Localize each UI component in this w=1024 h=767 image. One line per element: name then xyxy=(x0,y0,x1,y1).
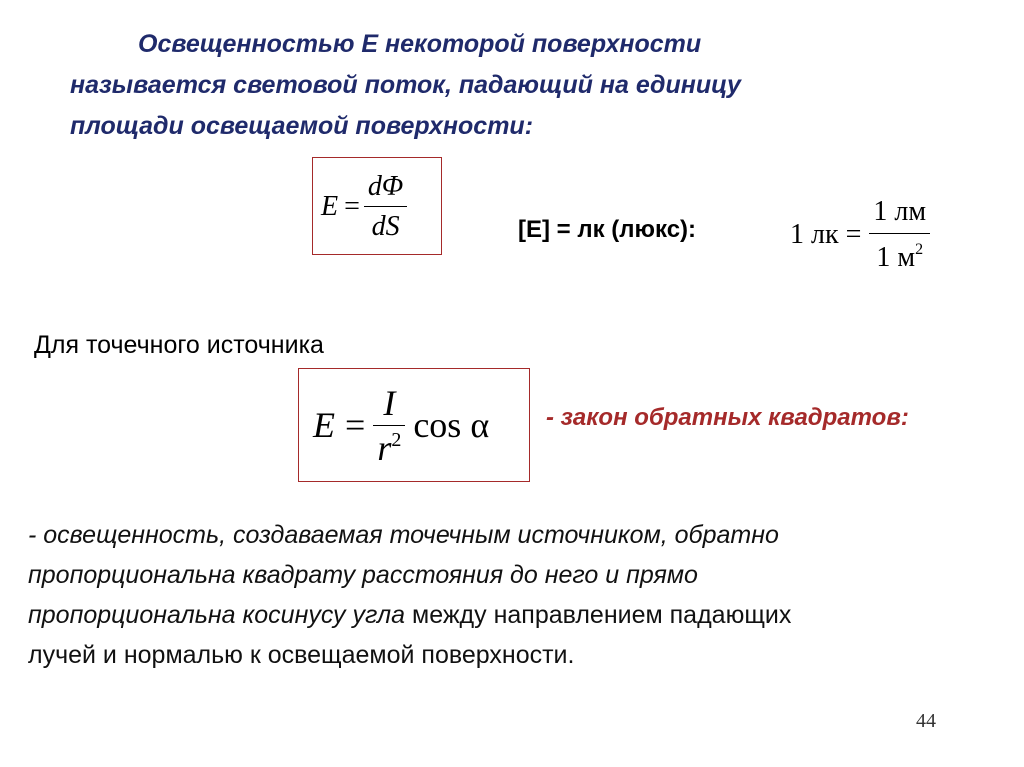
description-text xyxy=(28,515,988,675)
lux-denominator: 1 м xyxy=(876,242,916,273)
formula-trig: cos α xyxy=(413,405,490,445)
lux-exponent: 2 xyxy=(915,241,924,258)
description-line-2: пропорциональна квадрату расстояния до него и прямо xyxy=(28,561,698,589)
description-line-1: - освещенность, создаваемая точечным источником, обратно xyxy=(28,521,779,549)
page-number: 44 xyxy=(916,710,936,732)
description-line-3-italic: пропорциональна косинусу угла xyxy=(28,601,406,629)
formula-numerator: I xyxy=(383,382,396,423)
formula-denominator: dS xyxy=(371,211,400,242)
lux-lhs: 1 лк = xyxy=(790,219,862,250)
inverse-square-formula xyxy=(298,368,530,482)
definition-line-1: Освещенностью Е некоторой поверхности xyxy=(138,30,702,58)
definition-text xyxy=(70,24,970,147)
lux-numerator: 1 лм xyxy=(873,196,927,227)
formula-lhs: E xyxy=(321,191,339,222)
formula-numerator: dΦ xyxy=(367,171,404,202)
illuminance-definition-formula xyxy=(312,157,442,255)
formula-lhs: E xyxy=(313,405,335,445)
formula-denominator-wrap xyxy=(373,426,405,466)
description-line-3-normal: между направлением падающих xyxy=(405,601,792,629)
description-line-4: лучей и нормалью к освещаемой поверхности. xyxy=(28,641,575,669)
formula-equals: = xyxy=(345,405,366,445)
lux-denominator-wrap xyxy=(872,234,927,272)
unit-label: [E] = лк (люкс): xyxy=(518,216,697,243)
inverse-square-law-label: - закон обратных квадратов: xyxy=(546,404,909,431)
formula-fraction xyxy=(373,382,405,468)
formula-denominator: r xyxy=(377,427,392,468)
formula-equals: = xyxy=(344,191,360,222)
lux-fraction xyxy=(869,198,930,272)
formula-fraction xyxy=(364,173,407,241)
definition-line-2: называется световой поток, падающий на единицу xyxy=(70,71,741,99)
lux-formula xyxy=(790,190,930,280)
description-line-3 xyxy=(28,595,988,635)
definition-line-3: площади освещаемой поверхности: xyxy=(70,112,534,140)
formula-exponent: 2 xyxy=(391,428,402,451)
point-source-label: Для точечного источника xyxy=(34,331,324,359)
